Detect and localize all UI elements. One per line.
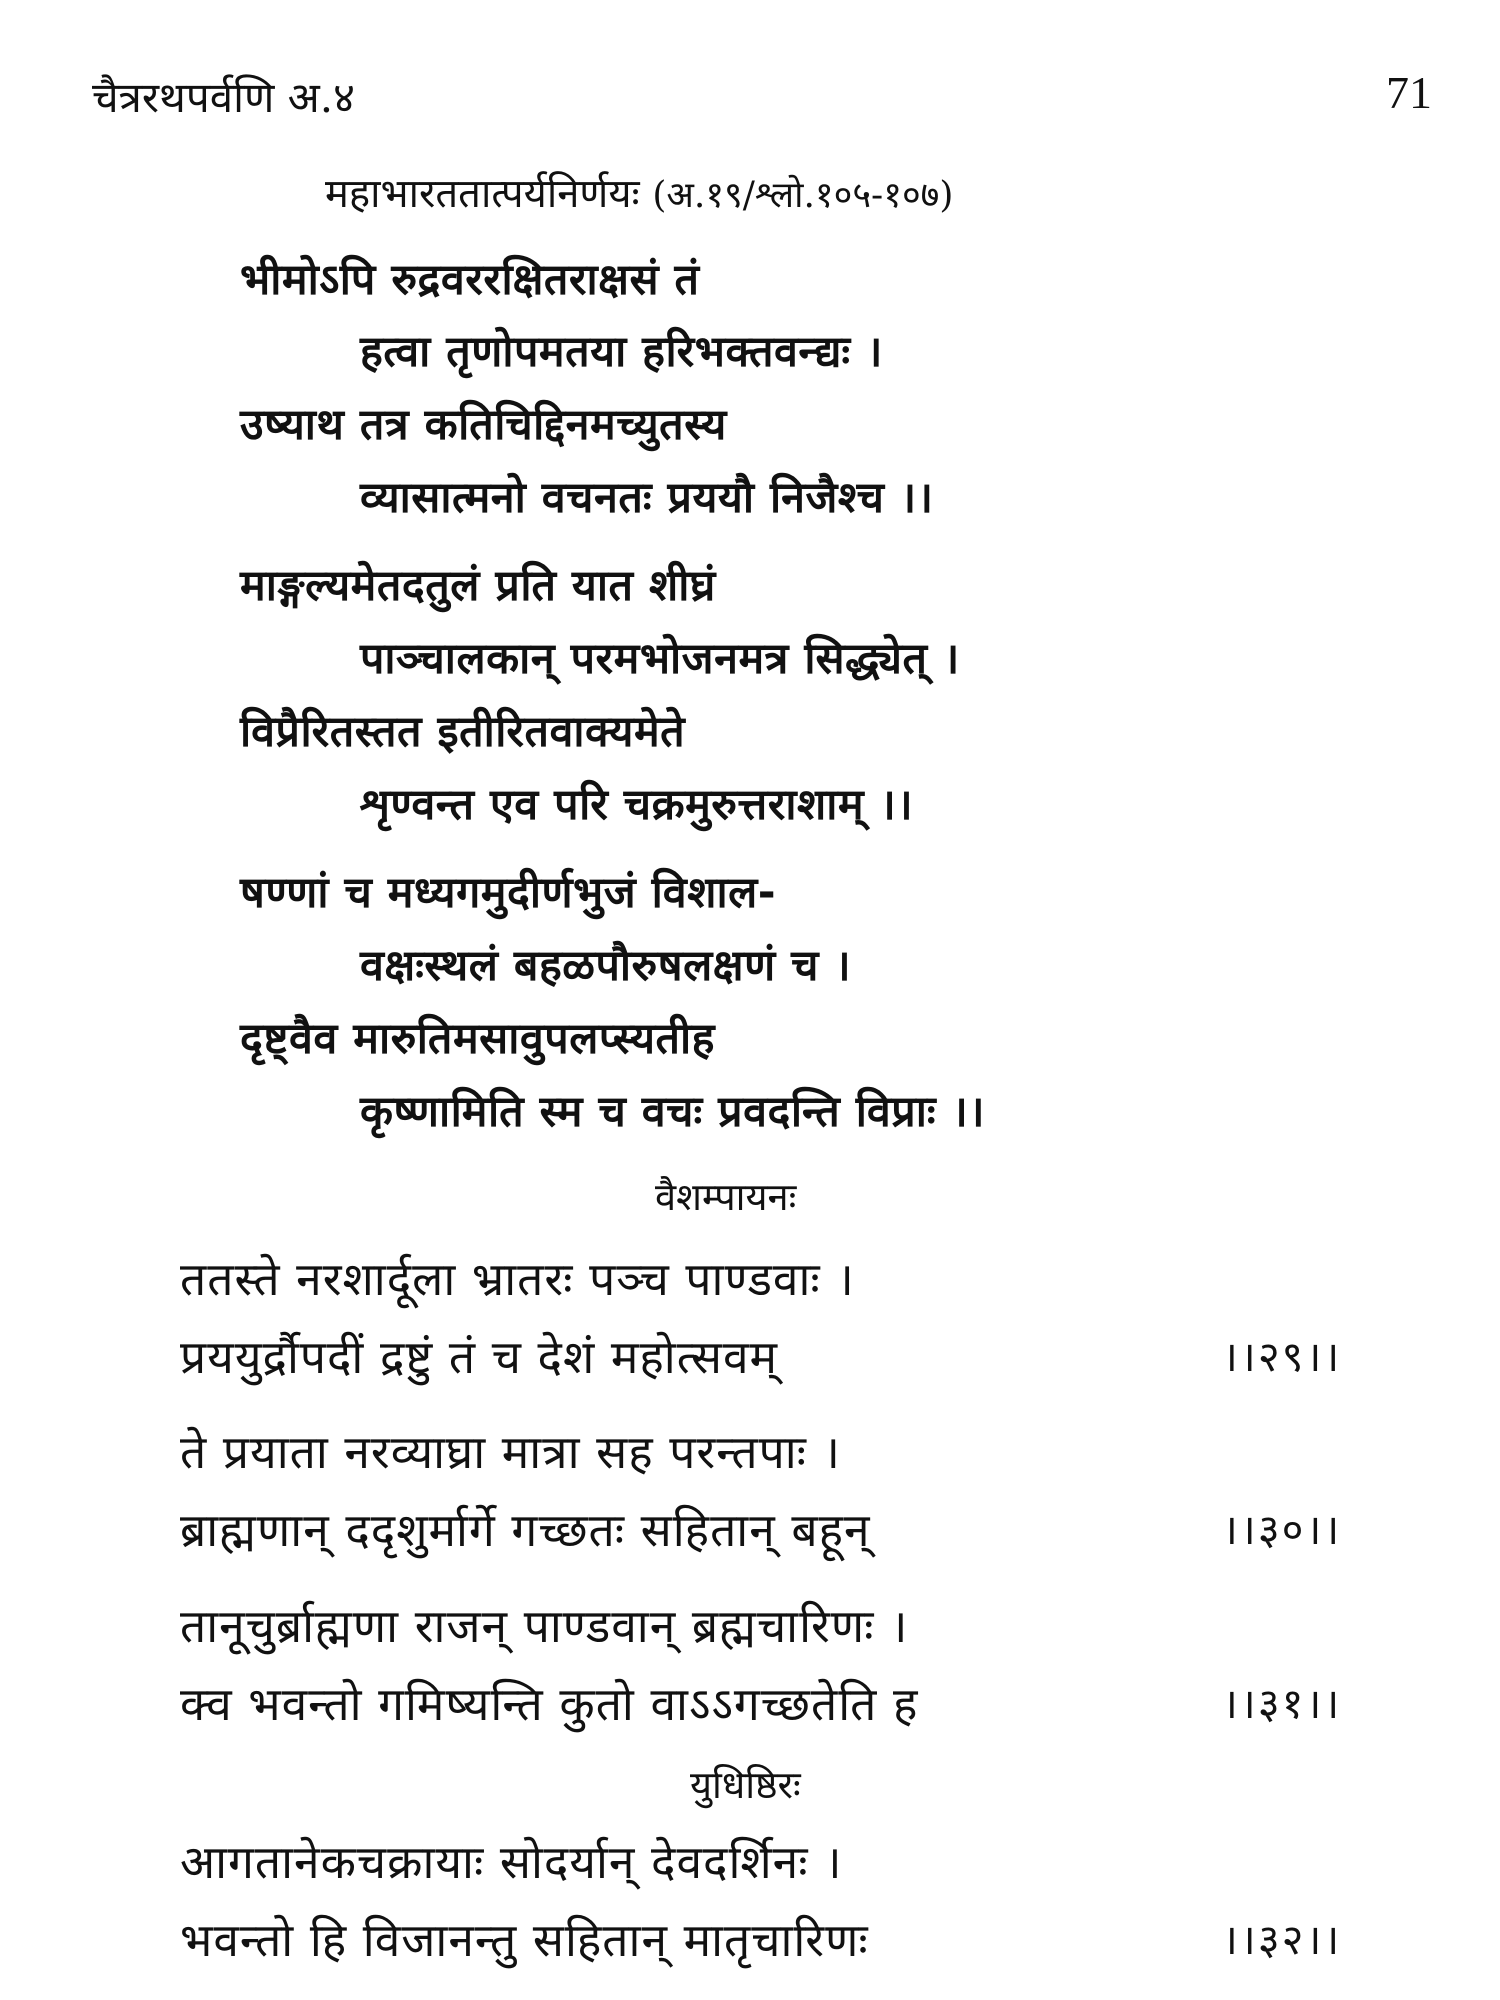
commentary-line: षण्णां च मध्यगमुदीर्णभुजं विशाल- [240,868,777,918]
verse-number: ।।३०।। [1222,1505,1342,1554]
verse-line: ते प्रयाता नरव्याघ्रा मात्रा सह परन्तपाः । [180,1425,841,1479]
verse-line: ततस्ते नरशार्दूला भ्रातरः पञ्च पाण्डवाः । [180,1252,855,1306]
verse-number: ।।२९।। [1222,1332,1342,1381]
verse-line: ब्राह्मणान् ददृशुर्मार्गे गच्छतः सहितान् बहून् [180,1503,871,1557]
commentary-line: शृण्वन्त एव परि चक्रमुरुत्तराशाम् ।। [360,780,914,830]
commentary-line: वक्षःस्थलं बहळपौरुषलक्षणं च । [360,941,852,991]
citation-title: महाभारततात्पर्यनिर्णयः [325,171,640,217]
speaker-heading: वैशम्पायनः [655,1175,797,1219]
verse-line: प्रययुर्द्रौपदीं द्रष्टुं तं च देशं महोत्सवम् [180,1330,779,1384]
citation-reference: (अ.१९/श्लो.१०५-१०७) [652,175,954,216]
commentary-line: उष्याथ तत्र कतिचिद्दिनमच्युतस्य [240,400,727,450]
commentary-line: पाञ्चालकान् परमभोजनमत्र सिद्ध्येत् । [360,634,960,684]
page-number: 71 [1386,67,1432,118]
commentary-line: कृष्णामिति स्म च वचः प्रवदन्ति विप्राः ।। [360,1087,986,1137]
commentary-line: भीमोऽपि रुद्रवररक्षितराक्षसं तं [240,255,700,305]
verse-line: भवन्तो हि विजानन्तु सहितान् मातृचारिणः [180,1913,869,1967]
speaker-heading: युधिष्ठिरः [690,1763,801,1807]
verse-line: तानूचुर्ब्राह्मणा राजन् पाण्डवान् ब्रह्मचारिणः । [180,1599,909,1653]
commentary-line: माङ्गल्यमेतदतुलं प्रति यात शीघ्रं [240,561,716,611]
verse-line: आगतानेकचक्रायाः सोदर्यान् देवदर्शिनः । [180,1835,843,1889]
verse-line: क्व भवन्तो गमिष्यन्ति कुतो वाऽऽगच्छतेति ह [180,1677,919,1731]
commentary-citation [325,164,953,219]
commentary-line: विप्रैरितस्तत इतीरितवाक्यमेते [240,707,686,757]
verse-number: ।।३१।। [1222,1679,1342,1728]
running-header: चैत्ररथपर्वणि अ.४ [92,73,355,122]
verse-number: ।।३२।। [1222,1915,1342,1964]
commentary-line: दृष्ट्वैव मारुतिमसावुपलप्स्यतीह [240,1014,715,1064]
commentary-line: हत्वा तृणोपमतया हरिभक्तवन्द्यः । [360,327,883,377]
commentary-line: व्यासात्मनो वचनतः प्रययौ निजैश्च ।। [360,473,934,523]
